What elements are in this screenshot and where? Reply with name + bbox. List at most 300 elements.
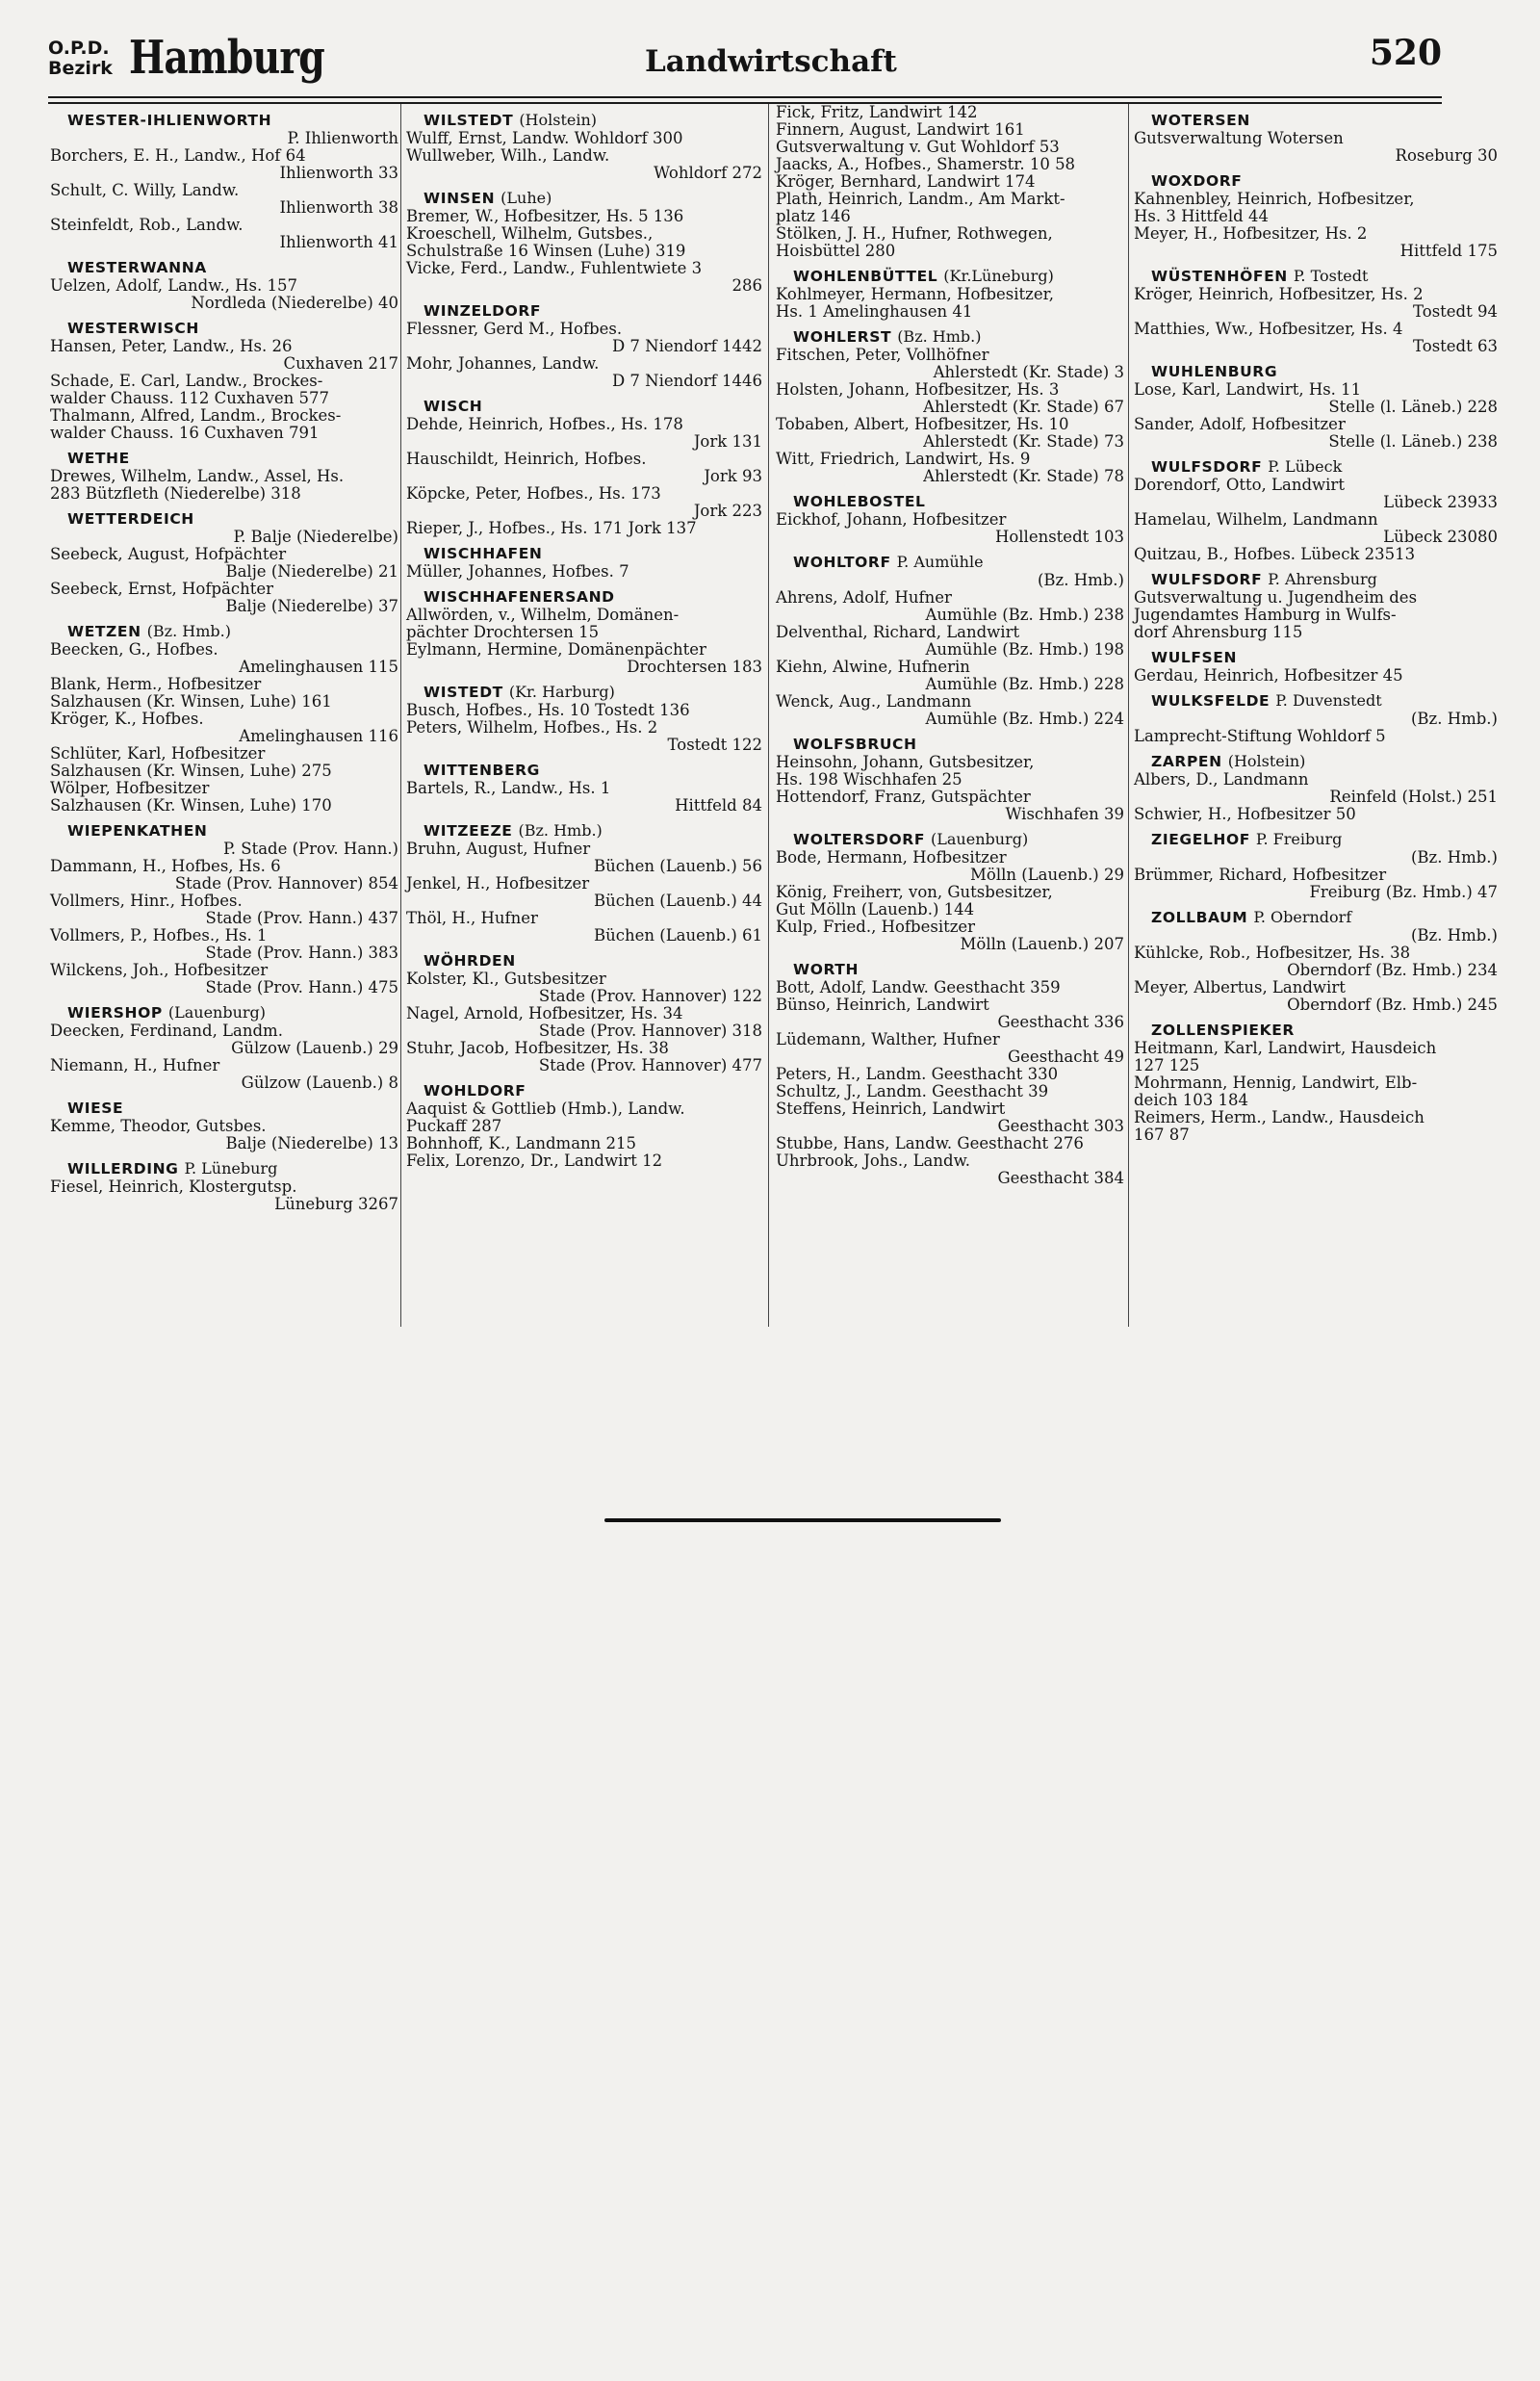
entry-location-line: Aumühle (Bz. Hmb.) 224 xyxy=(925,710,1124,728)
entry-line: Beecken, G., Hofbes. xyxy=(50,640,218,659)
entry-location-line: Ahlerstedt (Kr. Stade) 78 xyxy=(923,467,1124,485)
entry-location-line: Stade (Prov. Hannover) 477 xyxy=(538,1056,762,1074)
post-office: P. Tostedt xyxy=(1293,267,1369,285)
entry-location-line: Ahlerstedt (Kr. Stade) 73 xyxy=(923,432,1124,451)
directory-column-2 xyxy=(406,104,762,1170)
post-office: (Luhe) xyxy=(500,189,552,207)
entry-location-line: P. Ihlienworth xyxy=(287,129,398,147)
entry-line: Quitzau, B., Hofbes. Lübeck 23513 xyxy=(1134,545,1416,563)
entry-location-line: Lüneburg 3267 xyxy=(274,1195,398,1213)
entry-line: Hansen, Peter, Landw., Hs. 26 xyxy=(50,337,293,355)
entry-line: Hs. 1 Amelinghausen 41 xyxy=(776,302,973,321)
place-heading xyxy=(406,952,762,970)
post-office: (Kr.Lüneburg) xyxy=(943,267,1054,285)
entry-line: Bünso, Heinrich, Landwirt xyxy=(776,996,989,1014)
place-name: WOHLENBÜTTEL xyxy=(793,268,938,285)
place-name: WETHE xyxy=(67,450,130,467)
entry-line: Gut Mölln (Lauenb.) 144 xyxy=(776,900,975,919)
place-name: ZOLLENSPIEKER xyxy=(1151,1022,1295,1039)
place-heading xyxy=(406,398,762,415)
place-name: WIESE xyxy=(67,1100,124,1117)
entry-line: Mohr, Johannes, Landw. xyxy=(406,354,600,373)
entry-location-line: Hollenstedt 103 xyxy=(994,528,1124,546)
entry-line: dorf Ahrensburg 115 xyxy=(1134,623,1303,641)
place-name: ZOLLBAUM xyxy=(1151,909,1248,926)
entry-line: Hamelau, Wilhelm, Landmann xyxy=(1134,510,1378,529)
place-heading xyxy=(406,302,762,320)
entry-location-line: Geesthacht 49 xyxy=(1007,1048,1124,1066)
entry-location-line: Aumühle (Bz. Hmb.) 198 xyxy=(925,640,1124,659)
directory-column-1 xyxy=(50,104,398,1213)
entry-location-line: Büchen (Lauenb.) 56 xyxy=(594,857,762,875)
entry-line: Bremer, W., Hofbesitzer, Hs. 5 136 xyxy=(406,207,684,225)
district-label xyxy=(48,39,113,79)
entry-line: Vollmers, Hinr., Hofbes. xyxy=(50,892,243,910)
entry-line: platz 146 xyxy=(776,207,851,225)
entry-line: Felix, Lorenzo, Dr., Landwirt 12 xyxy=(406,1152,663,1170)
place-name: WOLTERSDORF xyxy=(793,831,926,848)
entry-location-line: Büchen (Lauenb.) 61 xyxy=(594,926,762,945)
entry-line: Lamprecht-Stiftung Wohldorf 5 xyxy=(1134,727,1386,745)
place-name: WOTERSEN xyxy=(1151,112,1250,129)
entry-location-line: Reinfeld (Holst.) 251 xyxy=(1329,788,1498,806)
place-heading xyxy=(406,112,762,129)
entry-line: Dorendorf, Otto, Landwirt xyxy=(1134,476,1345,494)
entry-location-line: P. Balje (Niederelbe) xyxy=(233,528,398,546)
place-name: WULFSDORF xyxy=(1151,458,1263,476)
entry-line: Jaacks, A., Hofbes., Shamerstr. 10 58 xyxy=(776,155,1076,173)
place-heading xyxy=(50,510,398,528)
entry-line: Wölper, Hofbesitzer xyxy=(50,779,210,797)
entry-line: Dehde, Heinrich, Hofbes., Hs. 178 xyxy=(406,415,683,433)
entry-line: König, Freiherr, von, Gutsbesitzer, xyxy=(776,883,1053,901)
entry-line: Schultz, J., Landm. Geesthacht 39 xyxy=(776,1082,1049,1100)
entry-line: Holsten, Johann, Hofbesitzer, Hs. 3 xyxy=(776,380,1060,399)
place-heading xyxy=(50,112,398,129)
place-heading xyxy=(1134,172,1498,190)
entry-line: Salzhausen (Kr. Winsen, Luhe) 170 xyxy=(50,796,332,815)
entry-line: Gutsverwaltung u. Jugendheim des xyxy=(1134,588,1418,607)
entry-line: Albers, D., Landmann xyxy=(1134,770,1309,789)
entry-location-line: (Bz. Hmb.) xyxy=(1410,710,1498,728)
directory-column-3 xyxy=(776,104,1124,1187)
place-name: WOXDORF xyxy=(1151,172,1243,190)
entry-line: Kiehn, Alwine, Hufnerin xyxy=(776,658,970,676)
entry-line: pächter Drochtersen 15 xyxy=(406,623,600,641)
place-heading xyxy=(776,554,1124,571)
entry-line: Salzhausen (Kr. Winsen, Luhe) 161 xyxy=(50,692,332,711)
place-heading xyxy=(1134,571,1498,588)
place-heading xyxy=(50,1160,398,1178)
entry-location-line: Tostedt 63 xyxy=(1413,337,1498,355)
entry-line: Schlüter, Karl, Hofbesitzer xyxy=(50,744,266,763)
place-name: WITTENBERG xyxy=(424,762,540,779)
entry-line: Lüdemann, Walther, Hufner xyxy=(776,1030,1000,1048)
entry-location-line: Lübeck 23933 xyxy=(1383,493,1498,511)
entry-location-line: Wohldorf 272 xyxy=(654,164,762,182)
post-office: (Lauenburg) xyxy=(931,830,1029,848)
place-name: WETZEN xyxy=(67,623,141,640)
entry-line: Blank, Herm., Hofbesitzer xyxy=(50,675,262,693)
entry-line: Busch, Hofbes., Hs. 10 Tostedt 136 xyxy=(406,701,690,719)
place-name: WISCHHAFENERSAND xyxy=(424,588,615,606)
place-heading xyxy=(776,328,1124,346)
entry-location-line: Balje (Niederelbe) 37 xyxy=(225,597,398,615)
entry-location-line: Stade (Prov. Hannover) 854 xyxy=(174,874,398,893)
region-title: Hamburg xyxy=(129,31,325,85)
entry-line: Mohrmann, Hennig, Landwirt, Elb- xyxy=(1134,1074,1418,1092)
entry-line: Heinsohn, Johann, Gutsbesitzer, xyxy=(776,753,1035,771)
entry-line: Eylmann, Hermine, Domänenpächter xyxy=(406,640,706,659)
place-name: WINSEN xyxy=(424,190,496,207)
entry-line: Reimers, Herm., Landw., Hausdeich xyxy=(1134,1108,1424,1126)
place-name: WIERSHOP xyxy=(67,1004,163,1022)
opd-label: O.P.D. xyxy=(48,38,110,59)
entry-location-line: D 7 Niendorf 1442 xyxy=(611,337,762,355)
entry-location-line: P. Stade (Prov. Hann.) xyxy=(223,840,398,858)
column-divider xyxy=(1128,104,1129,1327)
entry-line: Kröger, Heinrich, Hofbesitzer, Hs. 2 xyxy=(1134,285,1424,303)
post-office: P. Duvenstedt xyxy=(1275,691,1382,710)
place-name: WULKSFELDE xyxy=(1151,692,1270,710)
entry-line: Meyer, Albertus, Landwirt xyxy=(1134,978,1346,996)
post-office: (Holstein) xyxy=(519,111,598,129)
entry-line: Peters, H., Landm. Geesthacht 330 xyxy=(776,1065,1059,1083)
entry-location-line: Wischhafen 39 xyxy=(1005,805,1124,823)
entry-line: Kühlcke, Rob., Hofbesitzer, Hs. 38 xyxy=(1134,944,1411,962)
entry-line: Jenkel, H., Hofbesitzer xyxy=(406,874,590,893)
entry-line: Steinfeldt, Rob., Landw. xyxy=(50,216,244,234)
place-heading xyxy=(50,822,398,840)
entry-line: Kohlmeyer, Hermann, Hofbesitzer, xyxy=(776,285,1054,303)
entry-line: Kolster, Kl., Gutsbesitzer xyxy=(406,970,606,988)
entry-line: Nagel, Arnold, Hofbesitzer, Hs. 34 xyxy=(406,1004,683,1022)
entry-location-line: Ahlerstedt (Kr. Stade) 67 xyxy=(923,398,1124,416)
place-heading xyxy=(50,1004,398,1022)
entry-location-line: (Bz. Hmb.) xyxy=(1410,926,1498,945)
place-name: WESTER-IHLIENWORTH xyxy=(67,112,272,129)
entry-line: Stölken, J. H., Hufner, Rothwegen, xyxy=(776,224,1053,243)
entry-line: Hauschildt, Heinrich, Hofbes. xyxy=(406,450,647,468)
entry-line: Kröger, Bernhard, Landwirt 174 xyxy=(776,172,1036,191)
entry-line: Uelzen, Adolf, Landw., Hs. 157 xyxy=(50,276,297,295)
entry-location-line: Geesthacht 303 xyxy=(997,1117,1124,1135)
entry-line: Bohnhoff, K., Landmann 215 xyxy=(406,1134,637,1152)
entry-line: Bruhn, August, Hufner xyxy=(406,840,591,858)
place-heading xyxy=(50,450,398,467)
entry-line: Kahnenbley, Heinrich, Hofbesitzer, xyxy=(1134,190,1415,208)
entry-line: Steffens, Heinrich, Landwirt xyxy=(776,1100,1006,1118)
place-heading xyxy=(1134,753,1498,770)
entry-location-line: Mölln (Lauenb.) 29 xyxy=(970,866,1124,884)
place-heading xyxy=(1134,692,1498,710)
entry-line: Lose, Karl, Landwirt, Hs. 11 xyxy=(1134,380,1362,399)
entry-line: Bode, Hermann, Hofbesitzer xyxy=(776,848,1007,867)
entry-location-line: Stade (Prov. Hann.) 475 xyxy=(205,978,398,996)
place-heading xyxy=(406,762,762,779)
bezirk-label: Bezirk xyxy=(48,58,113,79)
place-heading xyxy=(406,1082,762,1100)
entry-location-line: Geesthacht 336 xyxy=(997,1013,1124,1031)
entry-line: Flessner, Gerd M., Hofbes. xyxy=(406,320,623,338)
place-name: WETTERDEICH xyxy=(67,510,194,528)
entry-line: Delventhal, Richard, Landwirt xyxy=(776,623,1020,641)
entry-line: deich 103 184 xyxy=(1134,1091,1248,1109)
entry-location-line: Cuxhaven 217 xyxy=(283,354,398,373)
place-name: WUHLENBURG xyxy=(1151,363,1278,380)
place-name: WOHLDORF xyxy=(424,1082,526,1100)
entry-location-line: Stade (Prov. Hannover) 122 xyxy=(538,987,762,1005)
place-name: WOHLTORF xyxy=(793,554,891,571)
entry-line: Bott, Adolf, Landw. Geesthacht 359 xyxy=(776,978,1061,996)
entry-line: Fiesel, Heinrich, Klostergutsp. xyxy=(50,1178,297,1196)
entry-location-line: Jork 223 xyxy=(693,502,762,520)
entry-line: Stubbe, Hans, Landw. Geesthacht 276 xyxy=(776,1134,1084,1152)
entry-line: 283 Bützfleth (Niederelbe) 318 xyxy=(50,484,301,503)
post-office: (Lauenburg) xyxy=(167,1003,267,1022)
entry-line: Wilckens, Joh., Hofbesitzer xyxy=(50,961,269,979)
entry-line: Schulstraße 16 Winsen (Luhe) 319 xyxy=(406,242,686,260)
entry-line: Fick, Fritz, Landwirt 142 xyxy=(776,103,978,121)
entry-location-line: Jork 131 xyxy=(693,432,762,451)
entry-line: Gerdau, Heinrich, Hofbesitzer 45 xyxy=(1134,666,1403,685)
place-heading xyxy=(406,822,762,840)
place-name: WILSTEDT xyxy=(424,112,514,129)
place-name: WIEPENKATHEN xyxy=(67,822,208,840)
entry-line: Müller, Johannes, Hofbes. 7 xyxy=(406,562,629,581)
place-heading xyxy=(50,1100,398,1117)
entry-line: Plath, Heinrich, Landm., Am Markt- xyxy=(776,190,1065,208)
header-rule xyxy=(48,96,1442,98)
entry-line: Wullweber, Wilh., Landw. xyxy=(406,146,610,165)
post-office: P. Lübeck xyxy=(1268,457,1343,476)
entry-location-line: Ahlerstedt (Kr. Stade) 3 xyxy=(933,363,1124,381)
entry-line: Salzhausen (Kr. Winsen, Luhe) 275 xyxy=(50,762,332,780)
post-office: (Holstein) xyxy=(1227,752,1306,770)
entry-line: Tobaben, Albert, Hofbesitzer, Hs. 10 xyxy=(776,415,1069,433)
place-name: WÖHRDEN xyxy=(424,952,516,970)
entry-location-line: Oberndorf (Bz. Hmb.) 234 xyxy=(1287,961,1498,979)
place-name: WOHLERST xyxy=(793,328,892,346)
entry-line: Bartels, R., Landw., Hs. 1 xyxy=(406,779,611,797)
entry-location-line: Nordleda (Niederelbe) 40 xyxy=(191,294,398,312)
section-title: Landwirtschaft xyxy=(645,44,897,79)
place-heading xyxy=(406,588,762,606)
entry-location-line: D 7 Niendorf 1446 xyxy=(611,372,762,390)
place-heading xyxy=(406,190,762,207)
entry-location-line: Tostedt 122 xyxy=(667,736,762,754)
entry-line: Schwier, H., Hofbesitzer 50 xyxy=(1134,805,1356,823)
post-office: (Bz. Hmb.) xyxy=(897,327,982,346)
entry-line: Vicke, Ferd., Landw., Fuhlentwiete 3 xyxy=(406,259,703,277)
page-number: 520 xyxy=(1369,33,1442,73)
place-name: WILLERDING xyxy=(67,1160,179,1178)
place-name: WINZELDORF xyxy=(424,302,542,320)
entry-line: Hoisbüttel 280 xyxy=(776,242,896,260)
entry-line: Ahrens, Adolf, Hufner xyxy=(776,588,952,607)
place-heading xyxy=(1134,112,1498,129)
entry-line: Aaquist & Gottlieb (Hmb.), Landw. xyxy=(406,1100,685,1118)
entry-line: Schult, C. Willy, Landw. xyxy=(50,181,240,199)
entry-location-line: Lübeck 23080 xyxy=(1383,528,1498,546)
entry-line: Drewes, Wilhelm, Landw., Assel, Hs. xyxy=(50,467,345,485)
entry-line: Vollmers, P., Hofbes., Hs. 1 xyxy=(50,926,268,945)
entry-location-line: Stade (Prov. Hann.) 383 xyxy=(205,944,398,962)
entry-location-line: Tostedt 94 xyxy=(1413,302,1498,321)
place-heading xyxy=(776,493,1124,510)
place-heading xyxy=(50,320,398,337)
entry-line: Meyer, H., Hofbesitzer, Hs. 2 xyxy=(1134,224,1368,243)
place-name: WESTERWANNA xyxy=(67,259,207,276)
entry-location-line: Amelinghausen 116 xyxy=(239,727,398,745)
place-heading xyxy=(50,623,398,640)
entry-line: Matthies, Ww., Hofbesitzer, Hs. 4 xyxy=(1134,320,1403,338)
entry-location-line: Gülzow (Lauenb.) 8 xyxy=(241,1074,398,1092)
entry-location-line: Büchen (Lauenb.) 44 xyxy=(594,892,762,910)
place-heading xyxy=(1134,909,1498,926)
entry-line: Stuhr, Jacob, Hofbesitzer, Hs. 38 xyxy=(406,1039,669,1057)
entry-location-line: Ihlienworth 38 xyxy=(279,198,398,217)
entry-line: Kroeschell, Wilhelm, Gutsbes., xyxy=(406,224,654,243)
entry-location-line: Mölln (Lauenb.) 207 xyxy=(960,935,1124,953)
place-heading xyxy=(1134,831,1498,848)
entry-line: walder Chauss. 16 Cuxhaven 791 xyxy=(50,424,320,442)
column-divider xyxy=(400,104,401,1327)
entry-line: Puckaff 287 xyxy=(406,1117,502,1135)
entry-line: Heitmann, Karl, Landwirt, Hausdeich xyxy=(1134,1039,1437,1057)
entry-line: Sander, Adolf, Hofbesitzer xyxy=(1134,415,1346,433)
entry-line: Köpcke, Peter, Hofbes., Hs. 173 xyxy=(406,484,661,503)
entry-line: Wenck, Aug., Landmann xyxy=(776,692,972,711)
place-name: WULFSEN xyxy=(1151,649,1238,666)
entry-line: 127 125 xyxy=(1134,1056,1200,1074)
entry-location-line: Aumühle (Bz. Hmb.) 228 xyxy=(925,675,1124,693)
entry-line: Kulp, Fried., Hofbesitzer xyxy=(776,918,976,936)
entry-line: Hs. 198 Wischhafen 25 xyxy=(776,770,962,789)
directory-column-4 xyxy=(1134,104,1498,1144)
entry-location-line: Aumühle (Bz. Hmb.) 238 xyxy=(925,606,1124,624)
entry-line: Gutsverwaltung Wotersen xyxy=(1134,129,1344,147)
place-name: WOHLEBOSTEL xyxy=(793,493,926,510)
entry-location-line: Balje (Niederelbe) 21 xyxy=(225,562,398,581)
entry-location-line: Roseburg 30 xyxy=(1395,146,1498,165)
place-heading xyxy=(406,684,762,701)
entry-location-line: Balje (Niederelbe) 13 xyxy=(225,1134,398,1152)
entry-line: Gutsverwaltung v. Gut Wohldorf 53 xyxy=(776,138,1060,156)
entry-line: Wulff, Ernst, Landw. Wohldorf 300 xyxy=(406,129,683,147)
post-office: P. Aumühle xyxy=(896,553,984,571)
entry-line: Seebeck, Ernst, Hofpächter xyxy=(50,580,274,598)
post-office: P. Oberndorf xyxy=(1253,908,1352,926)
place-heading xyxy=(776,268,1124,285)
entry-line: Kemme, Theodor, Gutsbes. xyxy=(50,1117,267,1135)
entry-line: Allwörden, v., Wilhelm, Domänen- xyxy=(406,606,680,624)
entry-line: Dammann, H., Hofbes, Hs. 6 xyxy=(50,857,281,875)
place-name: WITZEEZE xyxy=(424,822,513,840)
place-name: ZARPEN xyxy=(1151,753,1222,770)
post-office: P. Lüneburg xyxy=(184,1159,278,1178)
place-heading xyxy=(776,961,1124,978)
entry-location-line: Oberndorf (Bz. Hmb.) 245 xyxy=(1287,996,1498,1014)
entry-line: Seebeck, August, Hofpächter xyxy=(50,545,287,563)
entry-location-line: Freiburg (Bz. Hmb.) 47 xyxy=(1309,883,1498,901)
entry-location-line: Stelle (l. Läneb.) 228 xyxy=(1328,398,1498,416)
entry-line: Uhrbrook, Johs., Landw. xyxy=(776,1152,970,1170)
entry-line: Jugendamtes Hamburg in Wulfs- xyxy=(1134,606,1397,624)
entry-location-line: (Bz. Hmb.) xyxy=(1037,571,1124,589)
entry-line: Eickhof, Johann, Hofbesitzer xyxy=(776,510,1007,529)
entry-location-line: Drochtersen 183 xyxy=(627,658,762,676)
place-heading xyxy=(1134,649,1498,666)
entry-location-line: Stade (Prov. Hann.) 437 xyxy=(205,909,398,927)
place-heading xyxy=(776,831,1124,848)
entry-location-line: Amelinghausen 115 xyxy=(239,658,398,676)
place-heading xyxy=(1134,363,1498,380)
entry-line: Niemann, H., Hufner xyxy=(50,1056,220,1074)
place-heading xyxy=(1134,458,1498,476)
entry-line: Thöl, H., Hufner xyxy=(406,909,538,927)
post-office: P. Ahrensburg xyxy=(1268,570,1377,588)
entry-location-line: 286 xyxy=(732,276,762,295)
place-name: WULFSDORF xyxy=(1151,571,1263,588)
entry-line: Fitschen, Peter, Vollhöfner xyxy=(776,346,989,364)
end-rule xyxy=(604,1518,1001,1522)
page-header xyxy=(48,27,1442,104)
place-name: WISTEDT xyxy=(424,684,503,701)
place-heading xyxy=(1134,1022,1498,1039)
place-heading xyxy=(776,736,1124,753)
place-heading xyxy=(50,259,398,276)
entry-line: Deecken, Ferdinand, Landm. xyxy=(50,1022,283,1040)
entry-location-line: Gülzow (Lauenb.) 29 xyxy=(231,1039,398,1057)
column-divider xyxy=(768,104,769,1327)
entry-location-line: Ihlienworth 33 xyxy=(279,164,398,182)
post-office: (Bz. Hmb.) xyxy=(518,821,603,840)
entry-line: Peters, Wilhelm, Hofbes., Hs. 2 xyxy=(406,718,658,737)
place-name: WORTH xyxy=(793,961,860,978)
entry-line: 167 87 xyxy=(1134,1126,1190,1144)
post-office: (Bz. Hmb.) xyxy=(146,622,231,640)
entry-line: Rieper, J., Hofbes., Hs. 171 Jork 137 xyxy=(406,519,697,537)
place-heading xyxy=(1134,268,1498,285)
entry-line: Hottendorf, Franz, Gutspächter xyxy=(776,788,1031,806)
post-office: P. Freiburg xyxy=(1255,830,1343,848)
entry-location-line: Hittfeld 84 xyxy=(675,796,762,815)
place-name: WÜSTENHÖFEN xyxy=(1151,268,1288,285)
entry-line: Witt, Friedrich, Landwirt, Hs. 9 xyxy=(776,450,1031,468)
entry-location-line: Geesthacht 384 xyxy=(997,1169,1124,1187)
post-office: (Kr. Harburg) xyxy=(508,683,615,701)
entry-line: walder Chauss. 112 Cuxhaven 577 xyxy=(50,389,330,407)
entry-line: Hs. 3 Hittfeld 44 xyxy=(1134,207,1269,225)
place-name: WOLFSBRUCH xyxy=(793,736,917,753)
entry-line: Finnern, August, Landwirt 161 xyxy=(776,120,1025,139)
entry-location-line: Stelle (l. Läneb.) 238 xyxy=(1328,432,1498,451)
place-name: WISCHHAFEN xyxy=(424,545,543,562)
entry-location-line: Stade (Prov. Hannover) 318 xyxy=(538,1022,762,1040)
place-name: ZIEGELHOF xyxy=(1151,831,1250,848)
entry-location-line: Hittfeld 175 xyxy=(1399,242,1498,260)
place-name: WESTERWISCH xyxy=(67,320,199,337)
entry-line: Thalmann, Alfred, Landm., Brockes- xyxy=(50,406,342,425)
entry-line: Brümmer, Richard, Hofbesitzer xyxy=(1134,866,1387,884)
entry-location-line: Ihlienworth 41 xyxy=(279,233,398,251)
place-heading xyxy=(406,545,762,562)
entry-location-line: (Bz. Hmb.) xyxy=(1410,848,1498,867)
place-name: WISCH xyxy=(424,398,483,415)
entry-line: Borchers, E. H., Landw., Hof 64 xyxy=(50,146,306,165)
entry-line: Kröger, K., Hofbes. xyxy=(50,710,204,728)
